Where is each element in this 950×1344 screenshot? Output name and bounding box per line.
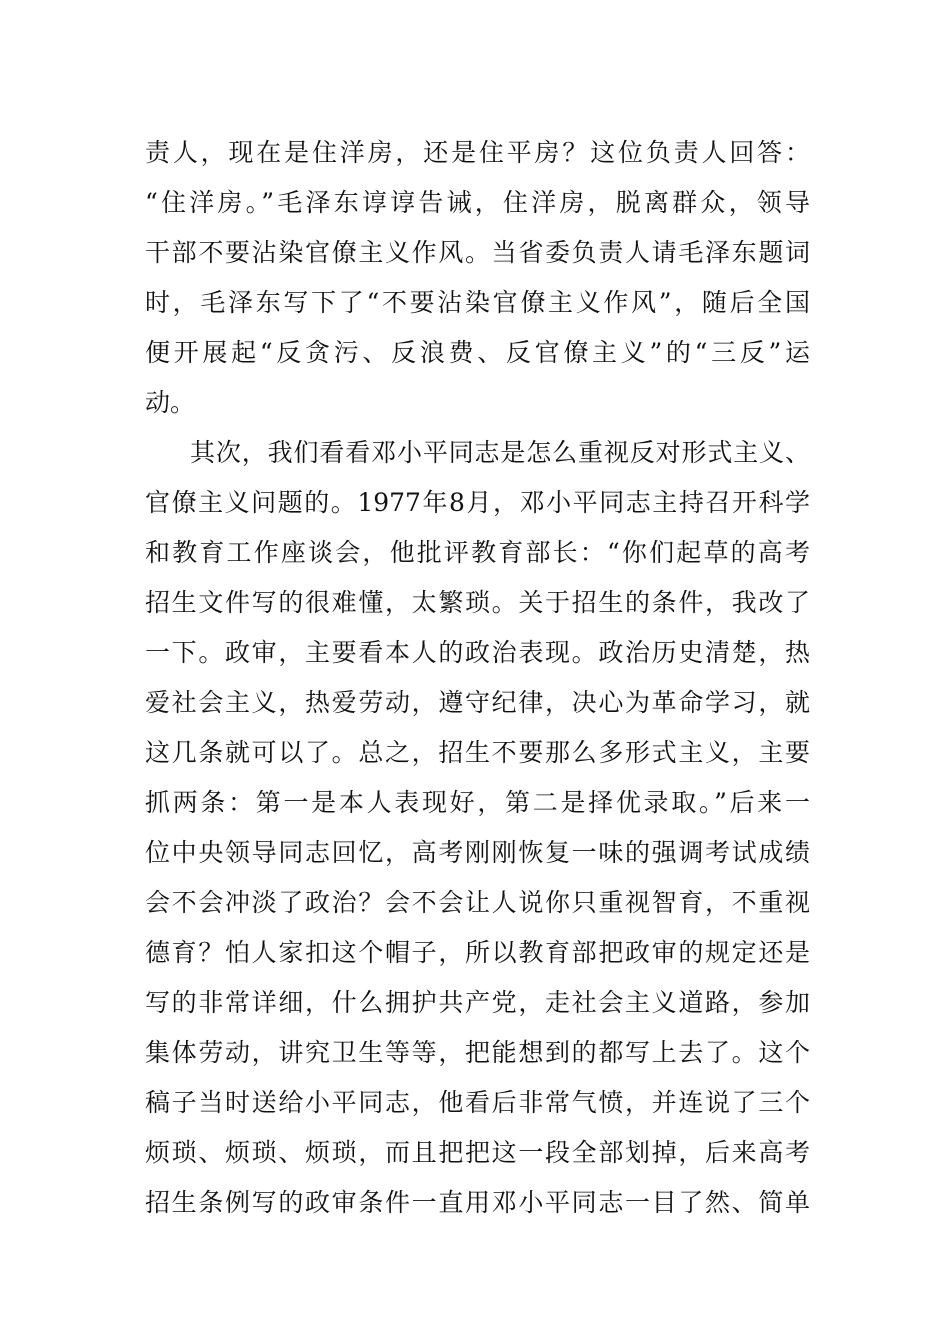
text-line: “住洋房。”毛泽东谆谆告诫，住洋房，脱离群众，领导 (145, 188, 810, 217)
text-line: 一下。政审，主要看本人的政治表现。政治历史清楚，热 (145, 638, 810, 667)
text-line: 招生条例写的政审条件一直用邓小平同志一目了然、简单 (145, 1188, 810, 1217)
text-line: 写的非常详细，什么拥护共产党，走社会主义道路，参加 (145, 988, 810, 1017)
text-line: 抓两条：第一是本人表现好，第二是择优录取。”后来一 (145, 788, 810, 817)
text-line: 爱社会主义，热爱劳动，遵守纪律，决心为革命学习，就 (145, 688, 810, 717)
text-line: 德育？怕人家扣这个帽子，所以教育部把政审的规定还是 (145, 938, 810, 967)
text-line: 烦琐、烦琐、烦琐，而且把把这一段全部划掉，后来高考 (145, 1138, 810, 1167)
paragraph-first-line: 其次，我们看看邓小平同志是怎么重视反对形式主义、 (190, 438, 810, 467)
text-line: 集体劳动，讲究卫生等等，把能想到的都写上去了。这个 (145, 1038, 810, 1067)
text-line: 位中央领导同志回忆，高考刚刚恢复一味的强调考试成绩 (145, 838, 810, 867)
text-line: 稿子当时送给小平同志，他看后非常气愤，并连说了三个 (145, 1088, 810, 1117)
text-line: 干部不要沾染官僚主义作风。当省委负责人请毛泽东题词 (145, 238, 810, 267)
text-line: 官僚主义问题的。1977年8月，邓小平同志主持召开科学 (145, 488, 810, 517)
text-line: 会不会冲淡了政治？会不会让人说你只重视智育，不重视 (145, 888, 810, 917)
text-line: 招生文件写的很难懂，太繁琐。关于招生的条件，我改了 (145, 588, 810, 617)
text-line: 责人，现在是住洋房，还是住平房？这位负责人回答： (145, 138, 810, 167)
text-line: 动。 (145, 388, 196, 417)
text-line: 便开展起“反贪污、反浪费、反官僚主义”的“三反”运 (145, 338, 810, 367)
text-line: 这几条就可以了。总之，招生不要那么多形式主义，主要 (145, 738, 810, 767)
text-line: 和教育工作座谈会，他批评教育部长：“你们起草的高考 (145, 538, 810, 567)
text-line: 时，毛泽东写下了“不要沾染官僚主义作风”，随后全国 (145, 288, 810, 317)
